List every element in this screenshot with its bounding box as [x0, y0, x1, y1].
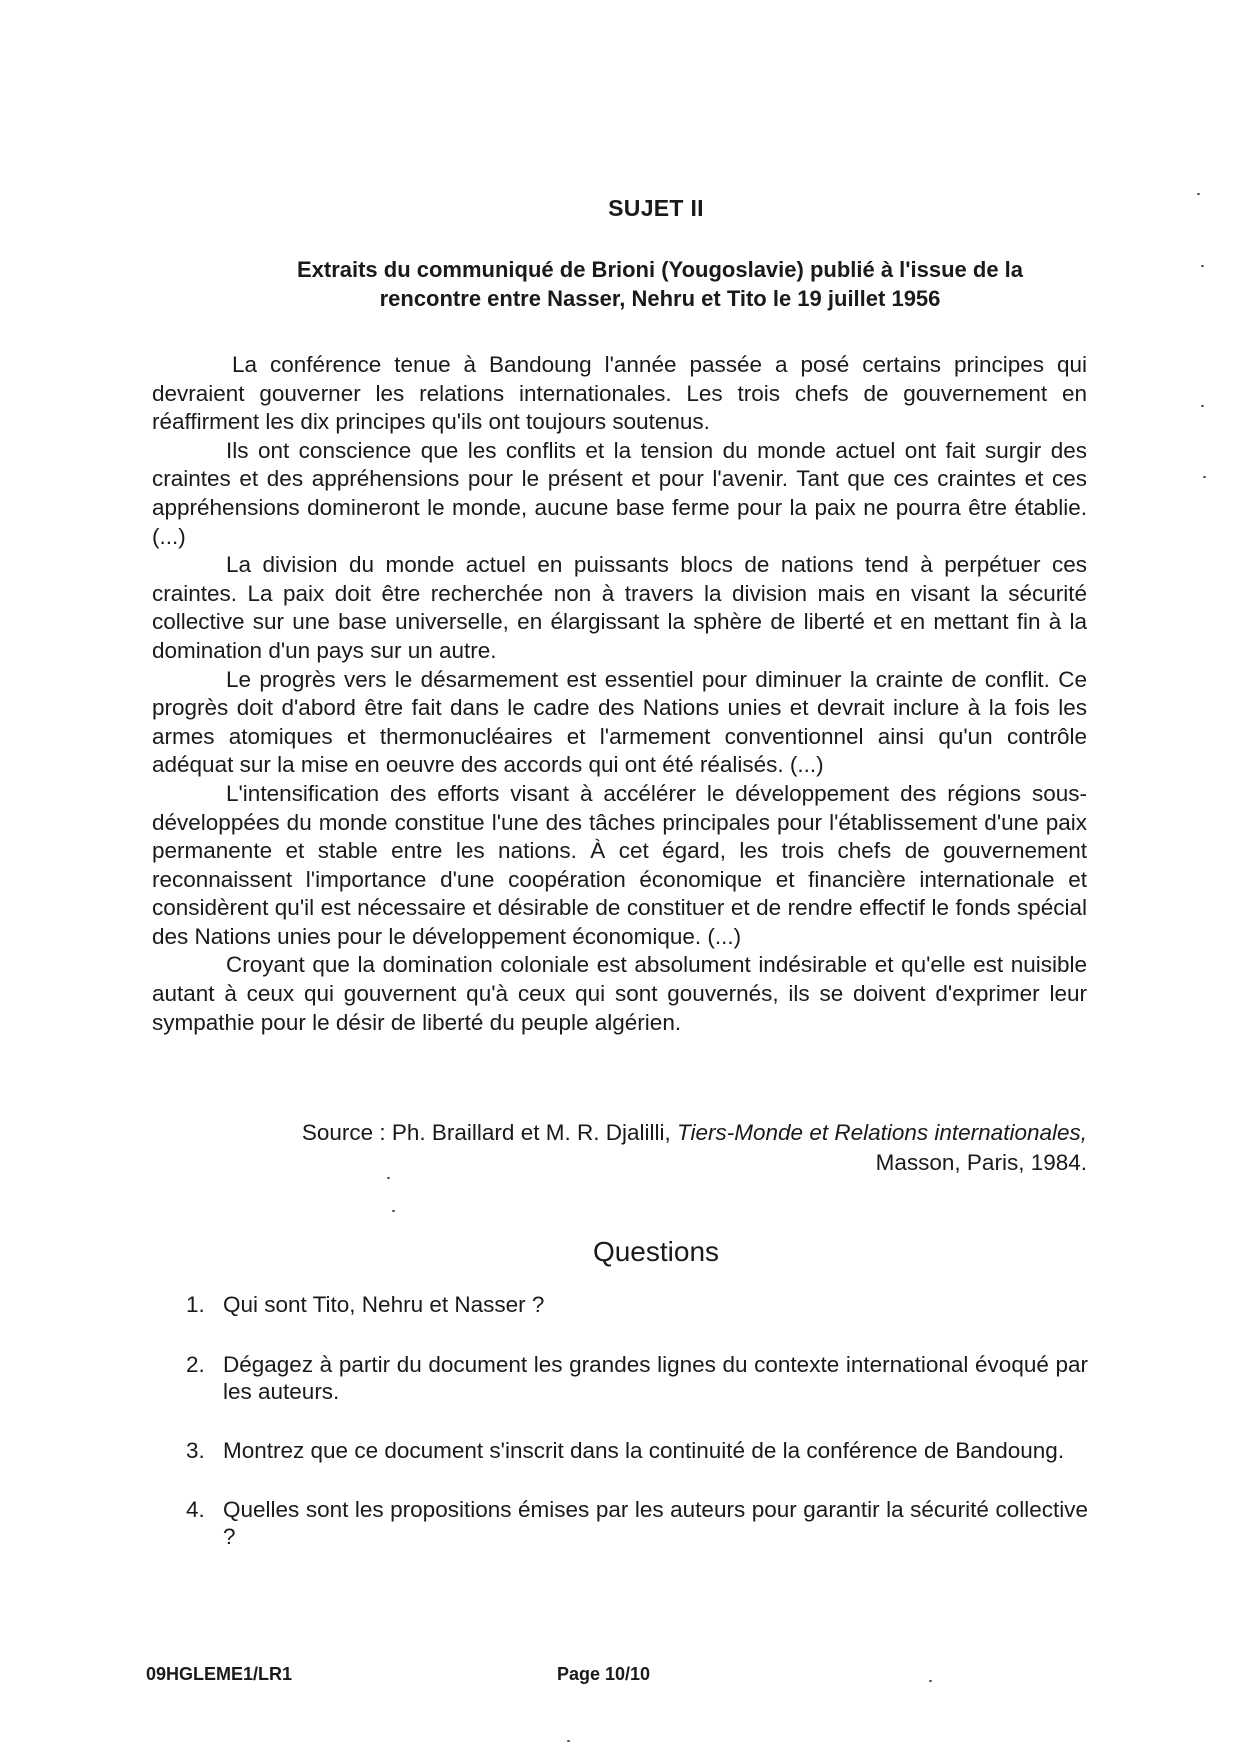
- question-text: Quelles sont les propositions émises par les auteurs pour garantir la sécurité collective ?: [223, 1497, 1088, 1549]
- paragraph: Le progrès vers le désarmement est essentiel pour diminuer la crainte de conflit. Ce progrès doit d'abord être fait dans le cadre des Nations unies et devrait inclure à la fois les armes atomiques et thermonucléaires et l'armement conventionnel ainsi qu'un contrôle adéquat sur la mise en oeuvre des accords qui ont été réalisés. (...): [152, 666, 1087, 778]
- source-line-1: [187, 1118, 1087, 1148]
- paragraph: Croyant que la domination coloniale est absolument indésirable et qu'elle est nuisible autant à ceux qui gouvernent qu'à ceux qui sont gouvernés, ils se doivent d'exprimer leur sympathie pour le désir de liberté du peuple algérien.: [152, 952, 1087, 1035]
- subject-title: SUJET II: [608, 195, 704, 221]
- paragraph: L'intensification des efforts visant à accélérer le développement des régions sous-développées du monde constitue l'une des tâches principales pour l'établissement d'une paix permanente et stable entre les nations. À cet égard, les trois chefs de gouvernement reconnaissent l'importance d'une coopération économique et financière internationale et considèrent qu'il est nécessaire et désirable de constituer et de rendre effectif le fonds spécial des Nations unies pour le développement économique. (...): [152, 780, 1087, 949]
- source-citation: [187, 1118, 1087, 1178]
- source-book-title: Tiers-Monde et Relations internationales,: [676, 1120, 1087, 1145]
- document-heading-line-2: rencontre entre Nasser, Nehru et Tito le 19 juillet 1956: [379, 286, 941, 311]
- scan-speck: [1201, 265, 1204, 267]
- question-number: 4.: [186, 1497, 205, 1522]
- question-item: [180, 1496, 1088, 1550]
- scan-speck: [1201, 405, 1204, 407]
- scan-speck: [567, 1740, 570, 1742]
- scan-speck: [1203, 476, 1206, 478]
- document-heading: [200, 255, 1120, 313]
- document-body: [152, 351, 1087, 1037]
- paragraph: Ils ont conscience que les conflits et la tension du monde actuel ont fait surgir des craintes et des appréhensions pour le présent et pour l'avenir. Tant que ces craintes et ces appréhensions domineront le monde, aucune base ferme pour la paix ne pourra être établie. (...): [152, 437, 1087, 549]
- questions-list: [180, 1291, 1088, 1550]
- scan-speck: [929, 1680, 932, 1682]
- scan-speck: [387, 1177, 390, 1179]
- question-text: Qui sont Tito, Nehru et Nasser ?: [223, 1292, 545, 1317]
- scan-speck: [392, 1210, 395, 1212]
- source-publisher: Masson, Paris, 1984.: [875, 1150, 1087, 1175]
- question-text: Dégagez à partir du document les grandes lignes du contexte international évoqué par les auteurs.: [223, 1352, 1088, 1404]
- question-item: [180, 1437, 1088, 1464]
- question-item: [180, 1351, 1088, 1405]
- source-prefix: Source : Ph. Braillard et M. R. Djalilli,: [301, 1120, 671, 1145]
- scan-speck: [1197, 193, 1200, 195]
- paragraph: La conférence tenue à Bandoung l'année passée a posé certains principes qui devraient gouverner les relations internationales. Les trois chefs de gouvernement en réaffirment les dix principes qu'ils ont toujours soutenus.: [152, 352, 1087, 435]
- question-number: 1.: [186, 1292, 205, 1317]
- question-text: Montrez que ce document s'inscrit dans la continuité de la conférence de Bandoung.: [223, 1438, 1065, 1463]
- questions-title: Questions: [592, 1236, 720, 1267]
- paragraph: La division du monde actuel en puissants blocs de nations tend à perpétuer ces craintes. La paix doit être recherchée non à travers la division mais en visant la sécurité collective sur une base universelle, en élargissant la sphère de liberté et en mettant fin à la domination d'un pays sur un autre.: [152, 552, 1087, 663]
- footer-page-number: Page 10/10: [557, 1664, 651, 1684]
- question-item: [180, 1291, 1088, 1318]
- footer-exam-code: 09HGLEME1/LR1: [146, 1664, 293, 1684]
- question-number: 3.: [186, 1438, 205, 1463]
- document-heading-line-1: Extraits du communiqué de Brioni (Yougoslavie) publié à l'issue de la: [296, 257, 1024, 282]
- question-number: 2.: [186, 1352, 205, 1377]
